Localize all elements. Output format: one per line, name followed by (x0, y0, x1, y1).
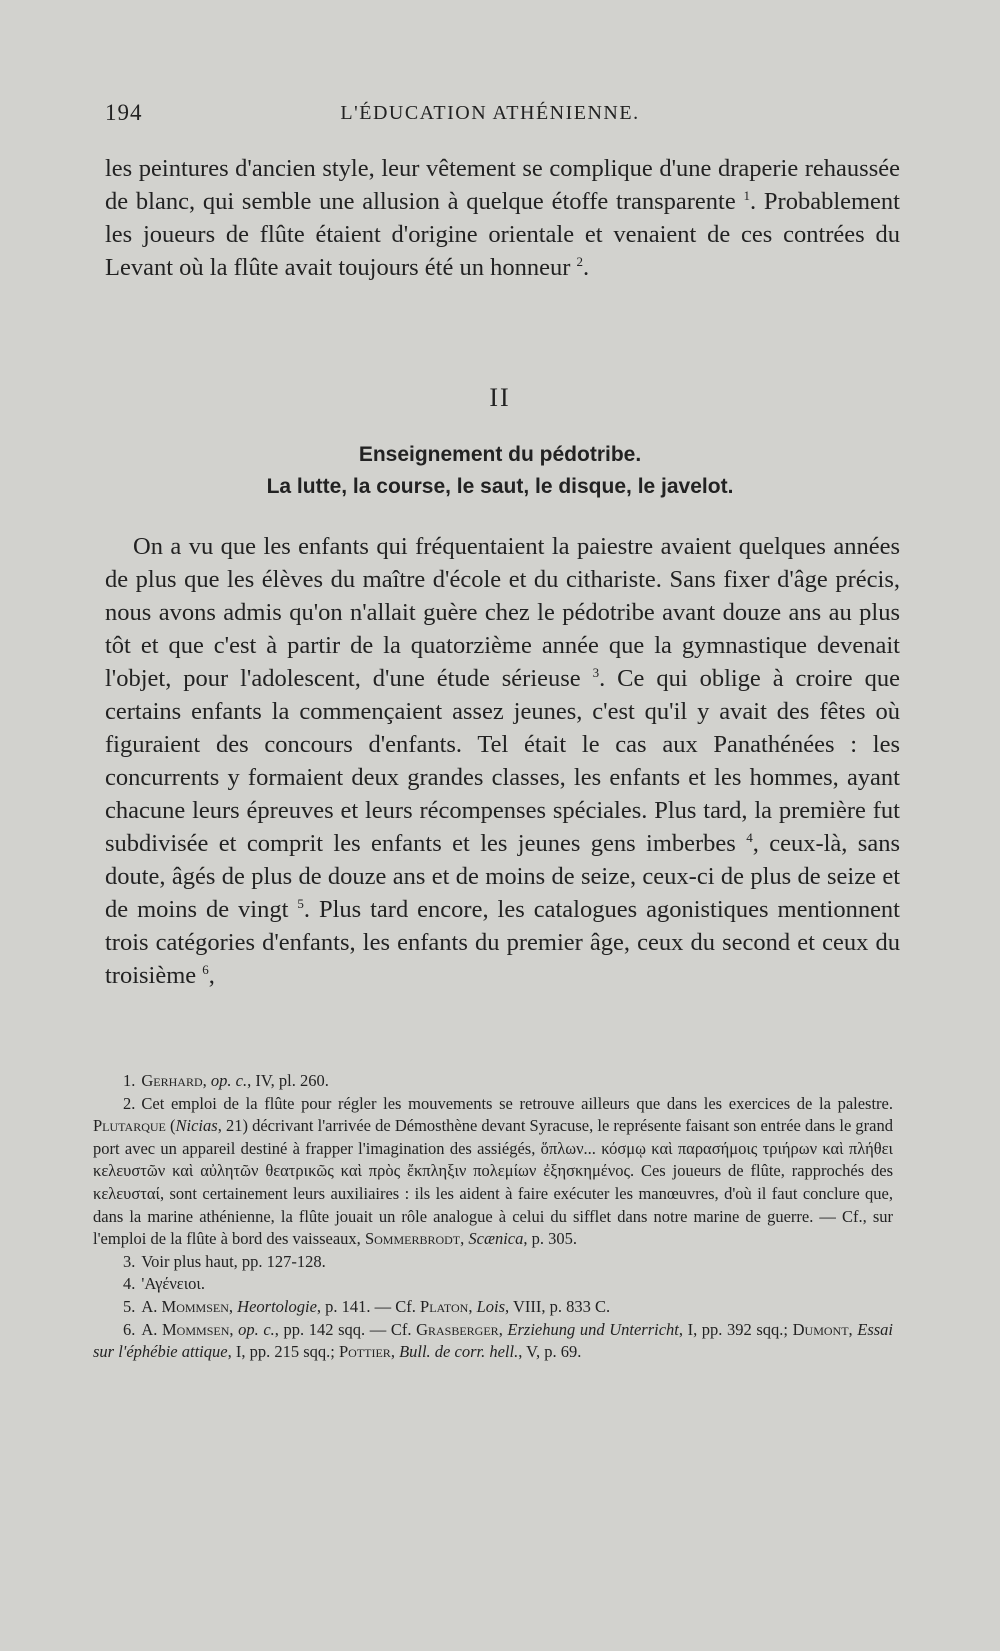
footnote-ref-4: 4 (746, 829, 753, 845)
paragraph-2-text-d: . Plus tard encore, les catalogues agonistiques mentionnent trois catégories d'enfants, les enfants du premier âge, ceux du second et ceux du troisième (105, 896, 900, 989)
footnote-ref-5: 5 (297, 895, 304, 911)
footnote-1: 1. Gerhard, op. c., IV, pl. 260. (123, 1071, 329, 1090)
footnote-6: 6. A. Mommsen, op. c., pp. 142 sqq. — Cf. Grasberger, Erziehung und Unterricht, I, pp. 392 sqq.; Dumont, Essai sur l'éphébie attique, I, pp. 215 sqq.; Pottier, Bull. de corr. hell., V, p. 69. (93, 1319, 894, 1362)
section-heading-line-1: Enseignement du pédotribe. (358, 443, 642, 466)
paragraph-1-text-a: les peintures d'ancien style, leur vêtement se complique d'une draperie rehaussée de blanc, qui semble une allusion à quelque étoffe transparente (105, 155, 900, 215)
paragraph-1-text-c: . (582, 254, 590, 281)
page-header (105, 100, 875, 130)
paragraph-2-text-a: On a vu que les enfants qui fréquentaient la paiestre avaient quelques années de plus que les élèves du maître d'école et du cithariste. Sans fixer d'âge précis, nous avons admis qu'on n'allait guère chez le pédotribe avant douze ans au plus tôt et que c'est à partir de la quatorzième année que la gymnastique devenait l'objet, pour l'adolescent, d'une étude sérieuse (105, 533, 900, 692)
paragraph-2-text-e: , (208, 962, 215, 989)
footnote-ref-1: 1 (743, 187, 751, 203)
paragraph-1-text-b: . Probablement les joueurs de flûte étaient d'origine orientale et venaient de ces contrées du Levant où la flûte avait toujours été un honneur (105, 188, 900, 281)
section-heading-line-2: La lutte, la course, le saut, le disque, le javelot. (266, 475, 734, 498)
page-number: 194 (105, 100, 143, 125)
footnote-5: 5. A. Mommsen, Heortologie, p. 141. — Cf. Platon, Lois, VIII, p. 833 C. (123, 1296, 611, 1316)
footnote-4: 4. 'Αγένειοι. (123, 1274, 205, 1294)
paragraph-2-text-c: , ceux-là, sans doute, âgés de plus de douze ans et de moins de seize, ceux-ci de plus de seize et de moins de vingt (105, 830, 900, 923)
footnotes (93, 1070, 893, 1364)
footnote-ref-6: 6 (202, 961, 209, 977)
footnote-2: 2. Cet emploi de la flûte pour régler les mouvements se retrouve ailleurs que dans les exercices de la palestre. Plutarque (Nicias, 21) décrivant l'arrivée de Démosthène devant Syracuse, le représente faisant son entrée dans le grand port avec un appareil destiné à frapper l'imagination des assiégés, ὅπλων... κόσμῳ καὶ παρασήμοις τριήρων καὶ πλήθει κελευστῶν καὶ αὐλητῶν θεατρικῶς καὶ πρὸς ἔκπληξιν πολεμίων ἐξησκημένος. Ces joueurs de flûte, rapprochés des κελευσταί, sont certainement leurs auxiliaires : ils les aident à faire exécuter les manœuvres, d'où il faut conclure que, dans la marine athénienne, la flûte jouait un rôle analogue à celui du sifflet dans notre marine de guerre. — Cf., sur l'emploi de la flûte à bord des vaisseaux, Sommerbrodt, Scænica, p. 305. (93, 1093, 893, 1249)
section-number: II (489, 383, 511, 412)
paragraph-2-text-b: . Ce qui oblige à croire que certains enfants la commençaient assez jeunes, c'est qu'il y avait des fêtes où figuraient des concours d'enfants. Tel était le cas aux Panathénées : les concurrents y formaient deux grandes classes, les enfants et les hommes, ayant chacune leurs épreuves et leurs récompenses spéciales. Plus tard, la première fut subdivisée et comprit les enfants et les jeunes gens imberbes (105, 665, 900, 857)
footnote-ref-3: 3 (592, 664, 600, 680)
footnote-3: 3. Voir plus haut, pp. 127-128. (123, 1251, 326, 1271)
paragraph-1 (105, 152, 900, 284)
paragraph-2 (105, 530, 900, 992)
running-title: L'ÉDUCATION ATHÉNIENNE. (340, 102, 640, 124)
footnote-ref-2: 2 (576, 253, 583, 269)
